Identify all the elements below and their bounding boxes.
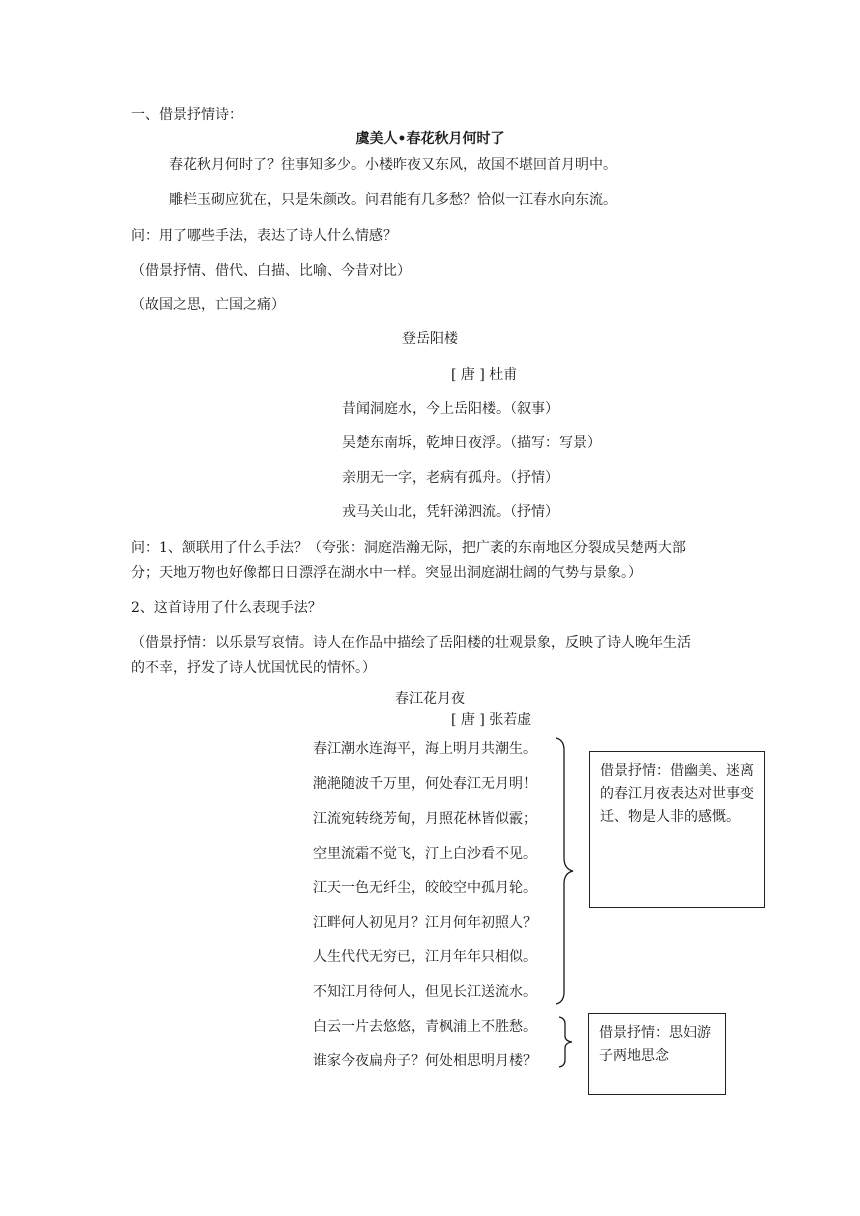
question-text: 分；天地万物也好像都日日漂浮在湖水中一样。突显出洞庭湖壮阔的气势与景象。） xyxy=(131,565,642,581)
poem-line: 人生代代无穷已，江月年年只相似。 xyxy=(313,949,537,965)
poem-line: 春花秋月何时了？往事知多少。小楼昨夜又东风，故国不堪回首月明中。 xyxy=(169,157,617,173)
poem-line: 昔闻洞庭水，今上岳阳楼。（叙事） xyxy=(342,401,559,417)
poem-line: 滟滟随波千万里，何处春江无月明！ xyxy=(313,776,537,792)
poem-author: [ 唐 ] 张若虚 xyxy=(451,712,532,728)
answer-text: （借景抒情：以乐景写哀情。诗人在作品中描绘了岳阳楼的壮观景象，反映了诗人晚年生活 xyxy=(131,635,691,651)
answer-text: （故国之思，亡国之痛） xyxy=(131,297,285,313)
question-text: 2、这首诗用了什么表现手法？ xyxy=(131,600,322,616)
poem-line: 吴楚东南坼，乾坤日夜浮。（描写：写景） xyxy=(342,435,601,451)
poem-line: 春江潮水连海平，海上明月共潮生。 xyxy=(313,741,537,757)
poem-author: [ 唐 ] 杜甫 xyxy=(451,367,518,383)
right-brace-large xyxy=(552,736,578,1006)
annotation-box: 借景抒情：借幽美、迷离的春江月夜表达对世事变迁、物是人非的感慨。 xyxy=(589,751,765,908)
poem-line: 江流宛转绕芳甸，月照花林皆似霰； xyxy=(313,811,537,827)
poem-line: 谁家今夜扁舟子？何处相思明月楼？ xyxy=(313,1053,537,1069)
answer-text: （借景抒情、借代、白描、比喻、今昔对比） xyxy=(131,263,411,279)
poem-title-chunjianghuayueye: 春江花月夜 xyxy=(395,691,465,707)
poem-line: 亲朋无一字，老病有孤舟。（抒情） xyxy=(342,470,559,486)
question-text: 问：1、颔联用了什么手法？（夸张：洞庭浩瀚无际，把广袤的东南地区分裂成吴楚两大部 xyxy=(131,540,686,556)
poem-line: 不知江月待何人，但见长江送流水。 xyxy=(313,984,537,1000)
section-heading: 一、借景抒情诗： xyxy=(131,107,243,123)
poem-line: 雕栏玉砌应犹在，只是朱颜改。问君能有几多愁？恰似一江春水向东流。 xyxy=(169,192,617,208)
poem-line: 戎马关山北，凭轩涕泗流。（抒情） xyxy=(342,504,559,520)
poem-line: 江畔何人初见月？江月何年初照人？ xyxy=(313,915,537,931)
poem-title-dengyueyanglou: 登岳阳楼 xyxy=(402,331,458,347)
annotation-box: 借景抒情：思妇游子两地思念 xyxy=(588,1013,726,1095)
right-brace-small xyxy=(556,1015,578,1069)
poem-line: 空里流霜不觉飞，汀上白沙看不见。 xyxy=(313,846,537,862)
poem-line: 白云一片去悠悠，青枫浦上不胜愁。 xyxy=(313,1019,537,1035)
answer-text: 的不幸，抒发了诗人忧国忧民的情怀。） xyxy=(131,660,376,676)
poem-title-yumeiren: 虞美人•春花秋月何时了 xyxy=(355,131,505,147)
poem-line: 江天一色无纤尘，皎皎空中孤月轮。 xyxy=(313,880,537,896)
question-text: 问：用了哪些手法，表达了诗人什么情感？ xyxy=(131,228,397,244)
